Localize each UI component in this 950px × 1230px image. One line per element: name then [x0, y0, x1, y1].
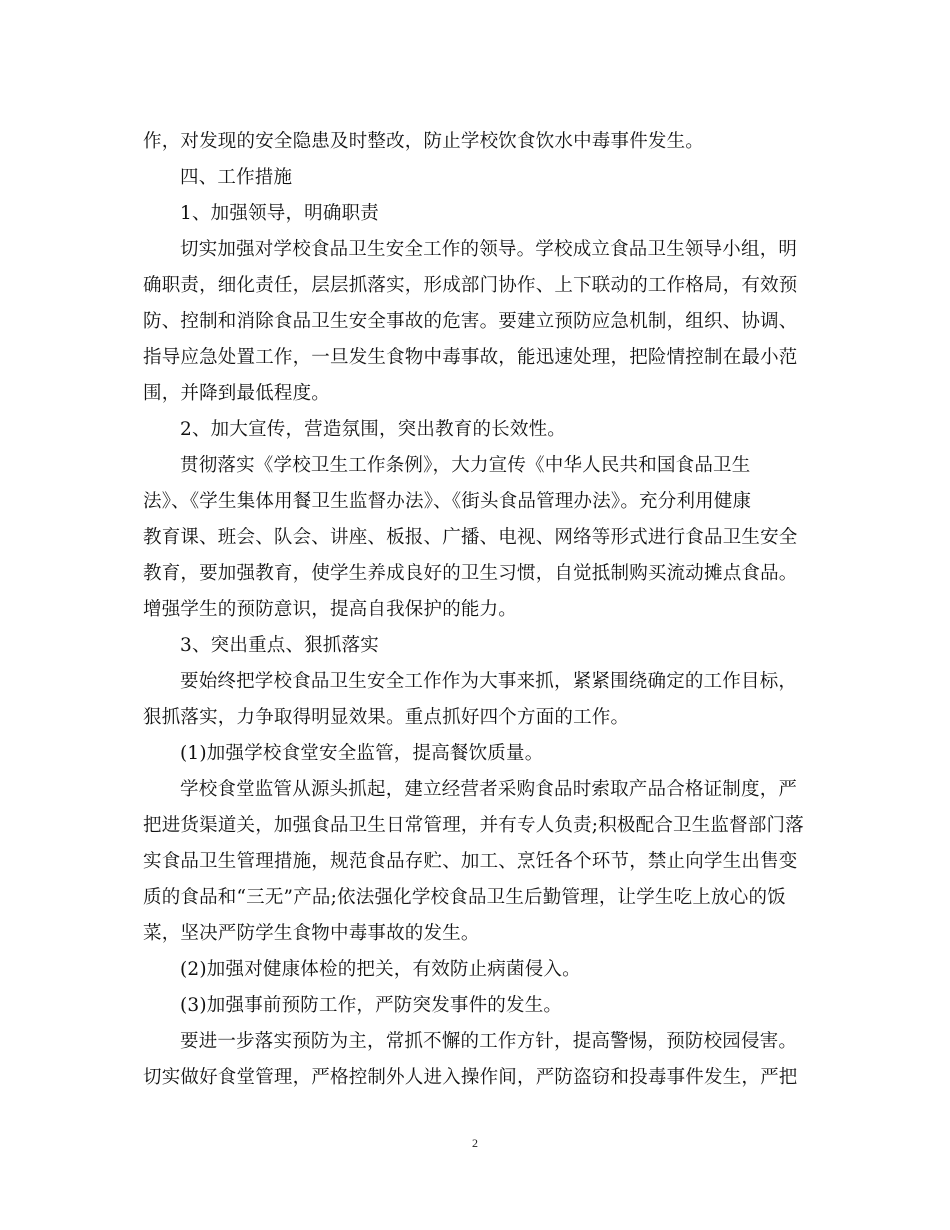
- paragraph-line: 确职责，细化责任，层层抓落实，形成部门协作、上下联动的工作格局，有效预: [143, 275, 798, 296]
- page-number: 2: [472, 1136, 478, 1150]
- paragraph-line: 增强学生的预防意识，提高自我保护的能力。: [143, 599, 518, 620]
- paragraph-line: 菜，坚决严防学生食物中毒事故的发生。: [143, 923, 480, 944]
- paragraph-line: 学校食堂监管从源头抓起，建立经营者采购食品时索取产品合格证制度，严: [180, 779, 798, 800]
- paragraph-line: 作，对发现的安全隐患及时整改，防止学校饮食饮水中毒事件发生。: [143, 131, 705, 152]
- paragraph-line: 质的食品和“三无”产品;依法强化学校食品卫生后勤管理，让学生吃上放心的饭: [143, 887, 786, 908]
- paragraph-line: 教育，要加强教育，使学生养成良好的卫生习惯，自觉抵制购买流动摊点食品。: [143, 563, 798, 584]
- paragraph-line: 教育课、班会、队会、讲座、板报、广播、电视、网络等形式进行食品卫生安全: [143, 527, 798, 548]
- paragraph-line: 切实做好食堂管理，严格控制外人进入操作间，严防盗窃和投毒事件发生，严把: [143, 1067, 798, 1088]
- paragraph-line: 狠抓落实，力争取得明显效果。重点抓好四个方面的工作。: [143, 707, 630, 728]
- paragraph-line: 贯彻落实《学校卫生工作条例》，大力宣传《中华人民共和国食品卫生: [180, 455, 751, 476]
- paragraph-line: 围，并降到最低程度。: [143, 383, 331, 404]
- subsection-heading: 1、加强领导，明确职责: [180, 203, 379, 224]
- paragraph-line: 指导应急处置工作，一旦发生食物中毒事故，能迅速处理，把险情控制在最小范: [143, 347, 798, 368]
- paragraph-line: 防、控制和消除食品卫生安全事故的危害。要建立预防应急机制，组织、协调、: [143, 311, 798, 332]
- list-item-heading: (3)加强事前预防工作，严防突发事件的发生。: [180, 995, 563, 1016]
- list-item-heading: (2)加强对健康体检的把关，有效防止病菌侵入。: [180, 959, 581, 980]
- section-heading: 四、工作措施: [180, 167, 293, 188]
- subsection-heading: 2、加大宣传，营造氛围，突出教育的长效性。: [180, 419, 566, 440]
- paragraph-line: 要始终把学校食品卫生安全工作作为大事来抓，紧紧围绕确定的工作目标，: [180, 671, 798, 692]
- paragraph-line: 把进货渠道关，加强食品卫生日常管理，并有专人负责;积极配合卫生监督部门落: [143, 815, 804, 836]
- paragraph-line: 切实加强对学校食品卫生安全工作的领导。学校成立食品卫生领导小组，明: [180, 239, 798, 260]
- paragraph-line: 要进一步落实预防为主，常抓不懈的工作方针，提高警惕，预防校园侵害。: [180, 1031, 798, 1052]
- subsection-heading: 3、突出重点、狠抓落实: [180, 635, 379, 656]
- paragraph-line: 法》、《学生集体用餐卫生监督办法》、《街头食品管理办法》。充分利用健康: [143, 491, 752, 512]
- paragraph-line: 实食品卫生管理措施，规范食品存贮、加工、烹饪各个环节，禁止向学生出售变: [143, 851, 798, 872]
- list-item-heading: (1)加强学校食堂安全监管，提高餐饮质量。: [180, 743, 544, 764]
